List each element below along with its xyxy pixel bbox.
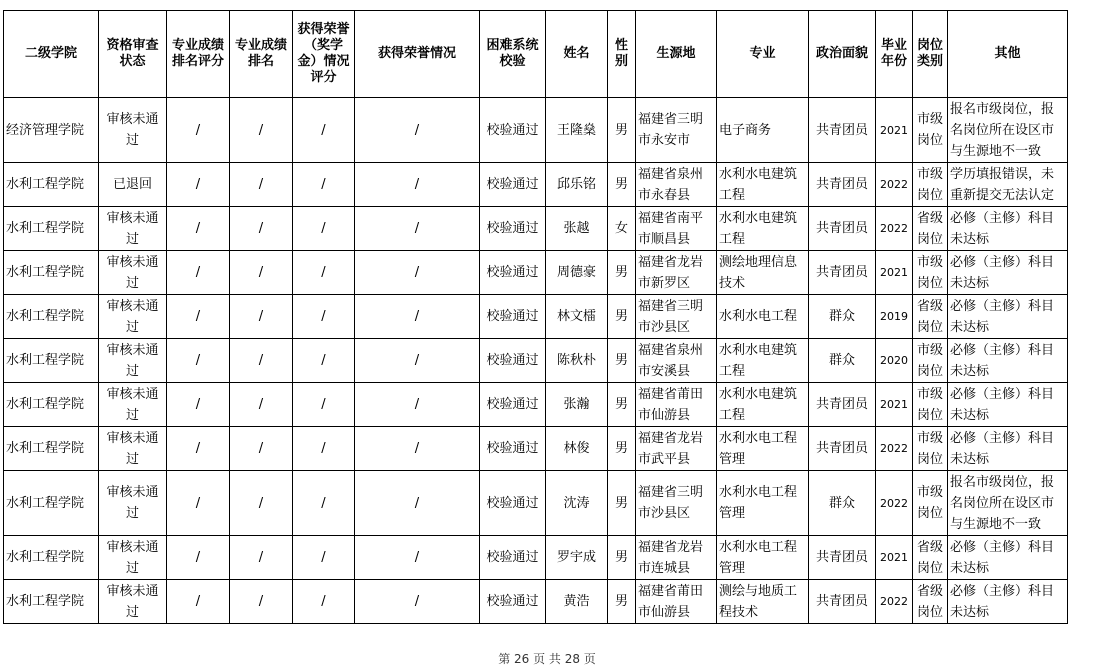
cell-political-status: 共青团员 [809,383,876,427]
cell-hardship-check: 校验通过 [480,251,546,295]
cell-rank-score: / [167,383,230,427]
cell-hardship-check: 校验通过 [480,295,546,339]
cell-college: 水利工程学院 [4,251,99,295]
cell-origin: 福建省三明市沙县区 [636,471,717,536]
cell-graduation-year: 2021 [876,251,913,295]
cell-honor-score: / [293,580,355,624]
cell-honor: / [355,383,480,427]
cell-origin: 福建省龙岩市新罗区 [636,251,717,295]
cell-political-status: 共青团员 [809,207,876,251]
cell-rank-score: / [167,471,230,536]
cell-political-status: 共青团员 [809,580,876,624]
cell-hardship-check: 校验通过 [480,339,546,383]
cell-college: 水利工程学院 [4,295,99,339]
cell-post-type: 市级岗位 [913,163,948,207]
table-row [4,383,1068,427]
header-major: 专业 [717,11,809,98]
cell-major: 测绘与地质工程技术 [717,580,809,624]
cell-graduation-year: 2022 [876,427,913,471]
cell-graduation-year: 2022 [876,471,913,536]
cell-political-status: 群众 [809,339,876,383]
cell-college: 水利工程学院 [4,536,99,580]
cell-review-status: 审核未通过 [99,295,167,339]
page-footer: 第 26 页 共 28 页 [498,652,596,666]
cell-rank: / [230,295,293,339]
table-row [4,536,1068,580]
cell-origin: 福建省泉州市永春县 [636,163,717,207]
cell-college: 水利工程学院 [4,383,99,427]
cell-other: 必修（主修）科目未达标 [948,383,1068,427]
cell-college: 水利工程学院 [4,427,99,471]
cell-other: 必修（主修）科目未达标 [948,536,1068,580]
header-rank-score: 专业成绩排名评分 [167,11,230,98]
cell-rank-score: / [167,339,230,383]
cell-post-type: 省级岗位 [913,536,948,580]
cell-gender: 男 [608,383,636,427]
cell-origin: 福建省莆田市仙游县 [636,580,717,624]
cell-name: 陈秋朴 [546,339,608,383]
cell-rank: / [230,383,293,427]
cell-name: 黄浩 [546,580,608,624]
cell-review-status: 审核未通过 [99,383,167,427]
cell-rank-score: / [167,98,230,163]
cell-honor: / [355,339,480,383]
cell-college: 水利工程学院 [4,471,99,536]
cell-honor: / [355,207,480,251]
cell-post-type: 市级岗位 [913,383,948,427]
cell-post-type: 市级岗位 [913,251,948,295]
cell-rank-score: / [167,295,230,339]
cell-other: 报名市级岗位，报名岗位所在设区市与生源地不一致 [948,471,1068,536]
cell-other: 报名市级岗位，报名岗位所在设区市与生源地不一致 [948,98,1068,163]
cell-college: 水利工程学院 [4,580,99,624]
table-row [4,251,1068,295]
cell-political-status: 共青团员 [809,536,876,580]
cell-rank: / [230,251,293,295]
cell-rank: / [230,98,293,163]
cell-rank: / [230,339,293,383]
table-row [4,163,1068,207]
header-honor-score: 获得荣誉（奖学金）情况评分 [293,11,355,98]
cell-gender: 男 [608,471,636,536]
cell-origin: 福建省三明市永安市 [636,98,717,163]
cell-graduation-year: 2021 [876,98,913,163]
cell-other: 必修（主修）科目未达标 [948,207,1068,251]
table-row [4,207,1068,251]
cell-honor-score: / [293,536,355,580]
cell-rank: / [230,207,293,251]
cell-rank-score: / [167,207,230,251]
cell-rank-score: / [167,251,230,295]
cell-college: 水利工程学院 [4,207,99,251]
cell-rank-score: / [167,580,230,624]
cell-post-type: 省级岗位 [913,580,948,624]
cell-graduation-year: 2022 [876,163,913,207]
table-row [4,471,1068,536]
cell-rank-score: / [167,163,230,207]
cell-political-status: 共青团员 [809,163,876,207]
table-row [4,295,1068,339]
cell-gender: 男 [608,536,636,580]
cell-honor-score: / [293,207,355,251]
cell-other: 必修（主修）科目未达标 [948,580,1068,624]
cell-hardship-check: 校验通过 [480,471,546,536]
cell-review-status: 审核未通过 [99,427,167,471]
cell-college: 水利工程学院 [4,163,99,207]
cell-gender: 男 [608,295,636,339]
cell-rank: / [230,580,293,624]
cell-honor-score: / [293,471,355,536]
cell-gender: 男 [608,339,636,383]
cell-major: 水利水电建筑工程 [717,207,809,251]
cell-major: 电子商务 [717,98,809,163]
header-political-status: 政治面貌 [809,11,876,98]
cell-other: 必修（主修）科目未达标 [948,427,1068,471]
table-row [4,427,1068,471]
cell-hardship-check: 校验通过 [480,207,546,251]
cell-graduation-year: 2019 [876,295,913,339]
header-college: 二级学院 [4,11,99,98]
cell-major: 水利水电工程 [717,295,809,339]
cell-college: 经济管理学院 [4,98,99,163]
cell-name: 张瀚 [546,383,608,427]
header-hardship-check: 困难系统校验 [480,11,546,98]
cell-honor: / [355,580,480,624]
cell-rank: / [230,427,293,471]
cell-name: 王隆燊 [546,98,608,163]
cell-post-type: 市级岗位 [913,339,948,383]
cell-origin: 福建省三明市沙县区 [636,295,717,339]
cell-gender: 男 [608,98,636,163]
cell-honor-score: / [293,98,355,163]
data-table [3,10,1068,624]
cell-honor-score: / [293,163,355,207]
cell-hardship-check: 校验通过 [480,580,546,624]
cell-political-status: 群众 [809,471,876,536]
cell-post-type: 市级岗位 [913,471,948,536]
header-origin: 生源地 [636,11,717,98]
cell-other: 必修（主修）科目未达标 [948,295,1068,339]
cell-post-type: 市级岗位 [913,427,948,471]
cell-post-type: 省级岗位 [913,207,948,251]
cell-name: 邱乐铭 [546,163,608,207]
cell-name: 沈涛 [546,471,608,536]
header-honor: 获得荣誉情况 [355,11,480,98]
cell-honor: / [355,427,480,471]
cell-political-status: 共青团员 [809,98,876,163]
cell-rank: / [230,163,293,207]
header-other: 其他 [948,11,1068,98]
cell-major: 水利水电工程管理 [717,471,809,536]
cell-other: 学历填报错误，未重新提交无法认定 [948,163,1068,207]
cell-rank-score: / [167,536,230,580]
cell-hardship-check: 校验通过 [480,383,546,427]
cell-honor: / [355,251,480,295]
cell-graduation-year: 2022 [876,580,913,624]
header-review-status: 资格审查状态 [99,11,167,98]
cell-gender: 男 [608,251,636,295]
cell-other: 必修（主修）科目未达标 [948,251,1068,295]
cell-other: 必修（主修）科目未达标 [948,339,1068,383]
cell-honor-score: / [293,295,355,339]
cell-graduation-year: 2022 [876,207,913,251]
header-gender: 性别 [608,11,636,98]
cell-college: 水利工程学院 [4,339,99,383]
cell-gender: 男 [608,427,636,471]
cell-major: 水利水电建筑工程 [717,383,809,427]
cell-honor-score: / [293,339,355,383]
cell-hardship-check: 校验通过 [480,98,546,163]
table-row [4,580,1068,624]
cell-honor: / [355,295,480,339]
cell-graduation-year: 2021 [876,383,913,427]
cell-rank-score: / [167,427,230,471]
cell-honor-score: / [293,251,355,295]
cell-honor-score: / [293,427,355,471]
cell-review-status: 审核未通过 [99,251,167,295]
cell-review-status: 审核未通过 [99,339,167,383]
cell-name: 林文檑 [546,295,608,339]
cell-major: 水利水电工程管理 [717,536,809,580]
cell-review-status: 审核未通过 [99,471,167,536]
header-graduation-year: 毕业年份 [876,11,913,98]
cell-graduation-year: 2021 [876,536,913,580]
cell-origin: 福建省莆田市仙游县 [636,383,717,427]
cell-rank: / [230,536,293,580]
cell-name: 罗宇成 [546,536,608,580]
cell-major: 测绘地理信息技术 [717,251,809,295]
cell-hardship-check: 校验通过 [480,536,546,580]
cell-origin: 福建省龙岩市连城县 [636,536,717,580]
cell-name: 林俊 [546,427,608,471]
cell-gender: 女 [608,207,636,251]
cell-graduation-year: 2020 [876,339,913,383]
cell-major: 水利水电建筑工程 [717,163,809,207]
header-row [4,11,1068,98]
cell-origin: 福建省南平市顺昌县 [636,207,717,251]
cell-origin: 福建省龙岩市武平县 [636,427,717,471]
cell-name: 张越 [546,207,608,251]
cell-political-status: 共青团员 [809,251,876,295]
cell-review-status: 审核未通过 [99,98,167,163]
table-row [4,339,1068,383]
header-name: 姓名 [546,11,608,98]
cell-hardship-check: 校验通过 [480,163,546,207]
cell-honor: / [355,98,480,163]
cell-rank: / [230,471,293,536]
cell-post-type: 省级岗位 [913,295,948,339]
cell-honor-score: / [293,383,355,427]
cell-political-status: 共青团员 [809,427,876,471]
cell-review-status: 已退回 [99,163,167,207]
cell-political-status: 群众 [809,295,876,339]
cell-major: 水利水电工程管理 [717,427,809,471]
cell-review-status: 审核未通过 [99,536,167,580]
cell-honor: / [355,163,480,207]
cell-review-status: 审核未通过 [99,207,167,251]
cell-post-type: 市级岗位 [913,98,948,163]
cell-origin: 福建省泉州市安溪县 [636,339,717,383]
cell-hardship-check: 校验通过 [480,427,546,471]
header-rank: 专业成绩排名 [230,11,293,98]
cell-major: 水利水电建筑工程 [717,339,809,383]
cell-gender: 男 [608,163,636,207]
cell-name: 周德豪 [546,251,608,295]
cell-honor: / [355,536,480,580]
cell-review-status: 审核未通过 [99,580,167,624]
cell-honor: / [355,471,480,536]
table-row [4,98,1068,163]
cell-gender: 男 [608,580,636,624]
header-post-type: 岗位类别 [913,11,948,98]
